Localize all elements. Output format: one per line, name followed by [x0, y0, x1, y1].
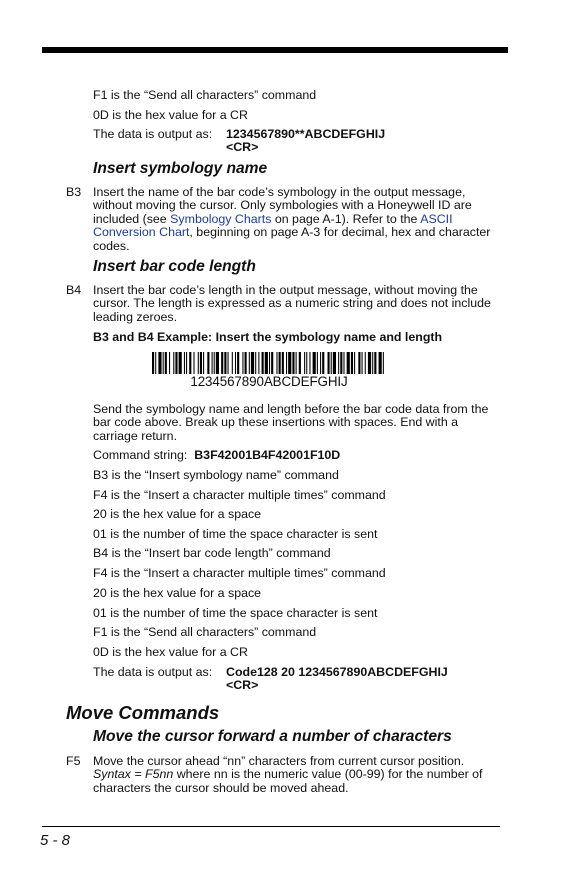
barcode-bar	[379, 352, 382, 374]
barcode-bar	[245, 352, 247, 374]
heading-insert-symbology-name: Insert symbology name	[93, 160, 268, 177]
example-title: B3 and B4 Example: Insert the symbology name and length	[93, 330, 443, 344]
barcode-bar	[374, 352, 376, 374]
link-symbology-charts[interactable]: Symbology Charts	[170, 211, 272, 226]
example-line: 20 is the hex value for a space	[93, 586, 262, 600]
barcode-bar	[299, 352, 301, 374]
barcode-bar	[362, 352, 363, 374]
example-line: B3 is the “Insert symbology name” command	[93, 468, 339, 482]
output-value: 1234567890**ABCDEFGHIJ	[226, 127, 386, 141]
barcode-bar	[237, 352, 239, 374]
barcode-bar	[383, 352, 384, 374]
command-string-value: B3F42001B4F42001F10D	[194, 448, 341, 462]
f5-description: Move the cursor ahead “nn” characters from current cursor position. Syntax = F5nn where nn is the numeric value (00-99) for the number of characters the cursor should be moved ahead.	[93, 754, 483, 795]
barcode-bar	[169, 352, 170, 374]
barcode-bar	[175, 352, 177, 374]
example-line: 20 is the hex value for a space	[93, 507, 262, 521]
barcode-bar	[282, 352, 284, 374]
barcode-bar	[207, 352, 209, 374]
barcode-bar	[309, 352, 310, 374]
barcode-bar	[216, 352, 219, 374]
example-description: Send the symbology name and length before the bar code data from the bar code above. Break up these insertions with spaces. End with a carriage return.	[93, 402, 489, 443]
barcode-human-readable: 1234567890ABCDEFGHIJ	[190, 374, 348, 389]
barcode-bars	[152, 352, 386, 374]
code-b3: B3	[66, 185, 82, 199]
barcode-bar	[347, 352, 350, 374]
barcode-bar	[214, 352, 215, 374]
barcode-bar	[296, 352, 297, 374]
barcode-bar	[317, 352, 318, 374]
barcode-bar	[221, 352, 223, 374]
barcode-image	[152, 352, 386, 393]
example-line: 01 is the number of time the space character is sent	[93, 527, 378, 541]
barcode-bar	[262, 352, 264, 374]
barcode-bar	[224, 352, 226, 374]
barcode-bar	[292, 352, 294, 374]
barcode-bar	[184, 352, 185, 374]
barcode-bar	[212, 352, 213, 374]
b4-description: Insert the bar code’s length in the output message, without moving the cursor. The length is expressed as a numeric string and does not include leading zeroes.	[93, 283, 491, 324]
barcode-bar	[255, 352, 256, 374]
example-line: F1 is the “Send all characters” command	[93, 625, 317, 639]
barcode-bar	[232, 352, 233, 374]
example-output-value: Code128 20 1234567890ABCDEFGHIJ	[226, 665, 448, 679]
barcode-bar	[228, 352, 229, 374]
barcode-bar	[288, 352, 291, 374]
barcode-bar	[242, 352, 243, 374]
example-line: B4 is the “Insert bar code length” command	[93, 546, 331, 560]
barcode-bar	[286, 352, 287, 374]
barcode-bar	[203, 352, 204, 374]
barcode-bar	[322, 352, 324, 374]
barcode-bar	[328, 352, 330, 374]
barcode-bar	[152, 352, 154, 374]
barcode-bar	[265, 352, 268, 374]
example-output-cr: <CR>	[226, 678, 259, 692]
heading-insert-bar-code-length: Insert bar code length	[93, 258, 256, 275]
barcode-bar	[331, 352, 332, 374]
barcode-bar	[306, 352, 307, 374]
heading-move-commands: Move Commands	[66, 702, 220, 723]
barcode-bar	[340, 352, 342, 374]
barcode-bar	[333, 352, 336, 374]
barcode-bar	[365, 352, 366, 374]
barcode-bar	[249, 352, 250, 374]
example-line: F4 is the “Insert a character multiple times” command	[93, 488, 386, 502]
barcode-bar	[279, 352, 281, 374]
link-ascii-conversion-chart[interactable]: ASCII Conversion Chart	[93, 211, 453, 240]
barcode-bar	[343, 352, 344, 374]
barcode-bar	[320, 352, 321, 374]
command-string: Command string: B3F42001B4F42001F10D	[93, 448, 341, 462]
barcode-bar	[163, 352, 164, 374]
barcode-bar	[368, 352, 371, 374]
f1-description: F1 is the “Send all characters” command	[93, 88, 317, 102]
barcode-bar	[158, 352, 161, 374]
barcode-bar	[165, 352, 167, 374]
barcode-bar	[173, 352, 174, 374]
code-f5: F5	[66, 754, 81, 768]
barcode-bar	[179, 352, 182, 374]
example-output-label: The data is output as:	[93, 665, 213, 679]
0d-description: 0D is the hex value for a CR	[93, 108, 248, 122]
f5-syntax: Syntax = F5nn	[93, 767, 174, 782]
barcode-bar	[235, 352, 236, 374]
output-label: The data is output as:	[93, 127, 213, 141]
barcode-bar	[338, 352, 339, 374]
barcode-bar	[358, 352, 360, 374]
barcode-bar	[354, 352, 355, 374]
barcode-bar	[258, 352, 259, 374]
barcode-bar	[269, 352, 270, 374]
barcode-bar	[372, 352, 373, 374]
barcode-bar	[200, 352, 202, 374]
example-line: F4 is the “Insert a character multiple times” command	[93, 566, 386, 580]
barcode-bar	[313, 352, 316, 374]
barcode-bar	[276, 352, 277, 374]
example-line: 0D is the hex value for a CR	[93, 645, 248, 659]
barcode-bar	[351, 352, 353, 374]
barcode-bar	[304, 352, 305, 374]
footer-rule	[42, 826, 500, 827]
b3-description: Insert the name of the bar code’s symbology in the output message, without moving the cursor. Only symbologies with a Honeywell ID are included (see Symbology Charts on page A-1). Refer to the ASCII Conversion Chart, beginning on page A-3 for decimal, hex and character codes.	[93, 185, 491, 253]
barcode-bar	[198, 352, 199, 374]
example-line: 01 is the number of time the space character is sent	[93, 606, 378, 620]
barcode-bar	[189, 352, 191, 374]
barcode-bar	[251, 352, 254, 374]
heading-move-cursor-forward: Move the cursor forward a number of characters	[93, 728, 452, 745]
barcode-bar	[193, 352, 194, 374]
barcode-bar	[155, 352, 156, 374]
code-b4: B4	[66, 283, 82, 297]
barcode-bar	[186, 352, 187, 374]
page-number: 5 - 8	[40, 832, 71, 849]
barcode-bar	[271, 352, 273, 374]
output-cr: <CR>	[226, 140, 259, 154]
header-rule	[42, 47, 508, 53]
